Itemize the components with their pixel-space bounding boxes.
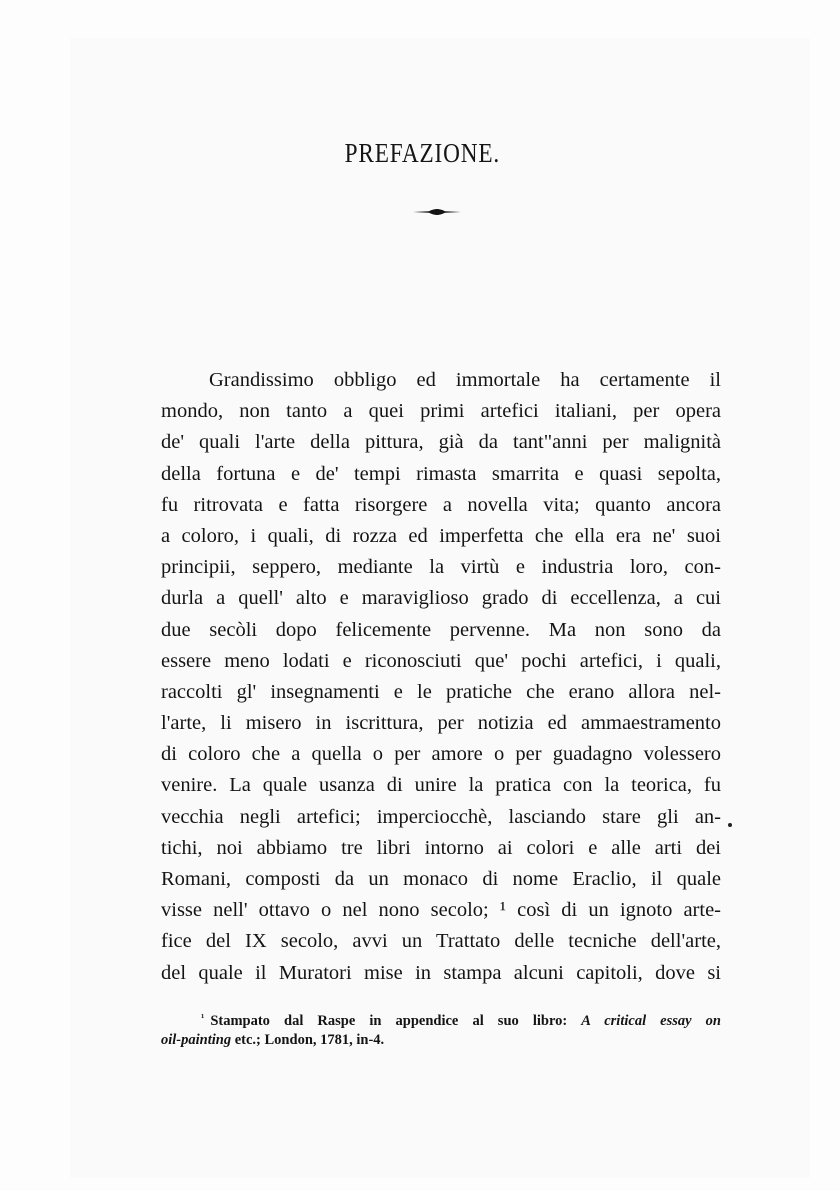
footnote-line-1 [161, 1007, 721, 1029]
horizontal-ornament-icon [413, 205, 461, 219]
preface-body [161, 365, 721, 989]
body-line: visse nell' ottavo o nel nono secolo; ¹ così di un ignoto arte- [161, 899, 721, 922]
footnote-line-2 [161, 1029, 721, 1051]
body-line: della fortuna e de' tempi rimasta smarrita e quasi sepolta, [161, 462, 721, 485]
body-line: del quale il Muratori mise in stampa alcuni capitoli, dove si [161, 961, 721, 984]
body-line: a coloro, i quali, di rozza ed imperfetta che ella era ne' suoi [161, 524, 721, 547]
body-line: l'arte, li misero in iscrittura, per notizia ed ammaestramento [161, 712, 721, 735]
body-line: raccolti gl' insegnamenti e le pratiche che erano allora nel- [161, 680, 721, 703]
body-line: Romani, composti da un monaco di nome Eraclio, il quale [161, 868, 721, 890]
body-line: Grandissimo obbligo ed immortale ha certamente il [209, 369, 721, 391]
footnote [161, 1007, 721, 1051]
body-line: durla a quell' alto e maraviglioso grado di eccellenza, a cui [161, 587, 721, 610]
print-speck [728, 823, 732, 827]
body-line: tichi, noi abbiamo tre libri intorno ai colori e alle arti dei [161, 836, 721, 859]
body-line: de' quali l'arte della pittura, già da tant"anni per malignità [161, 431, 721, 454]
body-line: vecchia negli artefici; imperciocchè, lasciando stare gli an- [161, 805, 721, 828]
body-line: essere meno lodati e riconosciuti que' pochi artefici, i quali, [161, 649, 721, 672]
page-title: PREFAZIONE. [344, 138, 501, 168]
footnote-book-title: A critical essay on [581, 1013, 721, 1029]
footnote-marker: ¹ [201, 1012, 205, 1024]
body-line: mondo, non tanto a quei primi artefici italiani, per opera [161, 400, 721, 423]
body-line: fu ritrovata e fatta risorgere a novella vita; quanto ancora [161, 493, 721, 516]
body-line: di coloro che a quella o per amore o per guadagno volessero [161, 743, 721, 766]
body-line: principii, seppero, mediante la virtù e industria loro, con- [161, 556, 721, 579]
body-line: venire. La quale usanza di unire la pratica con la teorica, fu [161, 774, 721, 797]
footnote-publication: etc.; London, 1781, in-4. [231, 1032, 385, 1048]
footnote-book-title-cont: oil-painting [161, 1032, 232, 1048]
footnote-text: Stampato dal Raspe in appendice al suo libro: [210, 1013, 582, 1029]
body-line: due secòli dopo felicemente pervenne. Ma non sono da [161, 618, 721, 641]
body-line: fice del IX secolo, avvi un Trattato delle tecniche dell'arte, [161, 930, 721, 953]
